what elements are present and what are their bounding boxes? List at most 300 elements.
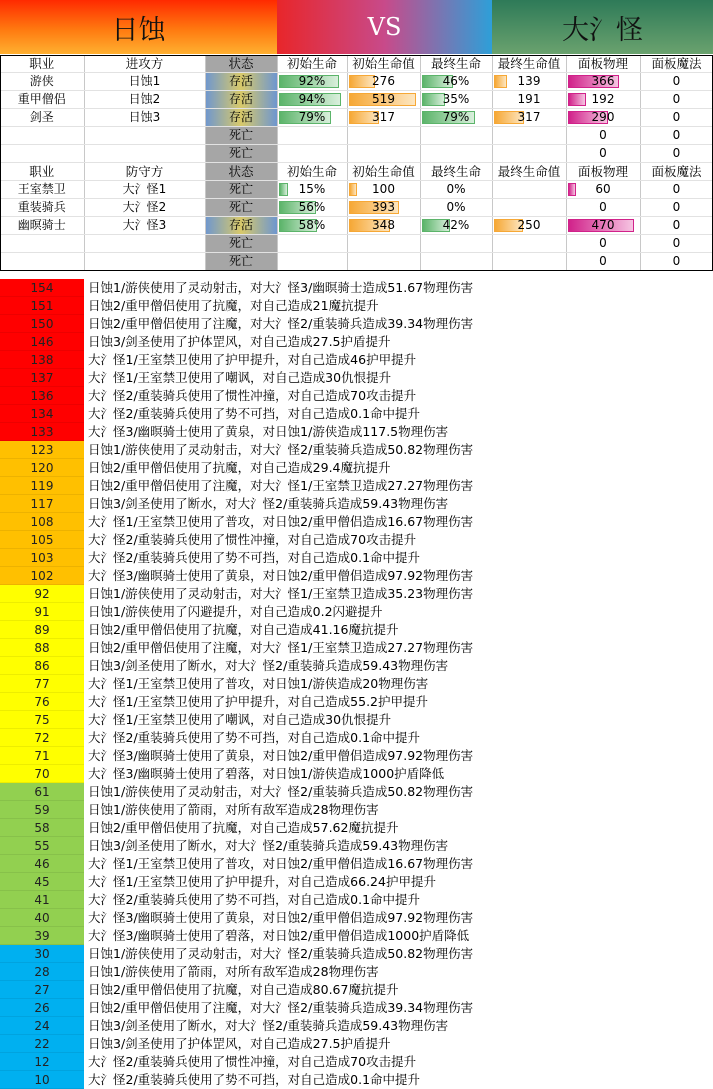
log-time: 120: [0, 459, 84, 477]
log-message: 日蚀1/游侠使用了闪避提升，对自己造成0.2闪避提升: [88, 604, 383, 619]
unit-status: [205, 235, 277, 253]
physical-attack-bar: [568, 183, 576, 196]
physical-attack: [566, 91, 640, 109]
log-time: 24: [0, 1017, 84, 1035]
log-time: 108: [0, 513, 84, 531]
log-time: 92: [0, 585, 84, 603]
col-header-final-hp-pct: 最终生命: [420, 55, 492, 73]
log-entry: [0, 621, 713, 639]
unit-status-value: 存活: [228, 92, 253, 106]
log-time: 71: [0, 747, 84, 765]
log-entry: [0, 729, 713, 747]
initial-hp: [347, 253, 420, 271]
final-hp: [492, 109, 566, 127]
log-time: 103: [0, 549, 84, 567]
unit-team: [84, 253, 205, 271]
log-entry: [0, 1017, 713, 1035]
log-time: 102: [0, 567, 84, 585]
unit-job: [0, 127, 84, 145]
physical-attack-value: 470: [591, 218, 615, 232]
magic-attack-value: 0: [672, 110, 681, 124]
final-hp-pct: [420, 91, 492, 109]
log-message: 日蚀3/剑圣使用了断水，对大氵怪2/重装骑兵造成59.43物理伤害: [88, 496, 449, 511]
unit-job: [0, 217, 84, 235]
col-header-status: 状态: [205, 163, 277, 181]
log-time: 45: [0, 873, 84, 891]
log-entry: [0, 711, 713, 729]
unit-status-value: 存活: [228, 74, 253, 88]
magic-attack-value: 0: [672, 182, 681, 196]
log-message: 大氵怪1/王室禁卫使用了护甲提升，对自己造成66.24护甲提升: [88, 874, 436, 889]
physical-attack: [566, 181, 640, 199]
unit-job-value: 王室禁卫: [17, 182, 66, 196]
versus-label: VS: [277, 0, 492, 54]
att_header-header-row: [0, 55, 713, 73]
physical-attack-value: 0: [599, 254, 607, 268]
unit-status-value: 死亡: [228, 200, 253, 214]
log-time: 28: [0, 963, 84, 981]
final-hp-pct-value: 79%: [442, 110, 470, 124]
unit-team-value: 日蚀2: [128, 92, 161, 106]
unit-status: [205, 109, 277, 127]
magic-attack: [640, 181, 713, 199]
col-header-magic: 面板魔法: [640, 163, 713, 181]
log-message: 大氵怪3/幽暝骑士使用了黄泉，对日蚀2/重甲僧侣造成97.92物理伤害: [88, 748, 474, 763]
physical-attack-value: 366: [591, 74, 615, 88]
unit-team: [84, 217, 205, 235]
log-message: 日蚀2/重甲僧侣使用了抗魔，对自己造成57.62魔抗提升: [88, 820, 399, 835]
log-time: 59: [0, 801, 84, 819]
log-message: 日蚀3/剑圣使用了断水，对大氵怪2/重装骑兵造成59.43物理伤害: [88, 658, 449, 673]
physical-attack-value: 0: [599, 146, 607, 160]
unit-row: [0, 127, 713, 145]
unit-team-value: 大氵怪3: [122, 218, 167, 232]
initial-hp-pct-value: 15%: [298, 182, 326, 196]
defender-team-title: 大氵怪: [492, 0, 713, 54]
log-entry: [0, 567, 713, 585]
initial-hp-pct-bar: [279, 183, 289, 196]
log-time: 22: [0, 1035, 84, 1053]
unit-team: [84, 199, 205, 217]
initial-hp: [347, 145, 420, 163]
log-message: 大氵怪3/幽暝骑士使用了黄泉，对日蚀2/重甲僧侣造成97.92物理伤害: [88, 910, 474, 925]
log-message: 大氵怪1/王室禁卫使用了嘲讽，对自己造成30仇恨提升: [88, 712, 392, 727]
log-time: 133: [0, 423, 84, 441]
log-time: 10: [0, 1071, 84, 1089]
log-time: 151: [0, 297, 84, 315]
stats-table: [0, 55, 713, 271]
log-time: 12: [0, 1053, 84, 1071]
log-time: 138: [0, 351, 84, 369]
log-message: 大氵怪2/重装骑兵使用了惯性冲撞，对自己造成70攻击提升: [88, 1054, 417, 1069]
unit-job-value: 重甲僧侣: [17, 92, 66, 106]
log-time: 30: [0, 945, 84, 963]
initial-hp-value: 317: [372, 110, 395, 124]
unit-team: [84, 91, 205, 109]
physical-attack-value: 0: [599, 236, 607, 250]
log-time: 70: [0, 765, 84, 783]
col-header-magic: 面板魔法: [640, 55, 713, 73]
unit-row: [0, 181, 713, 199]
unit-job: [0, 253, 84, 271]
log-entry: [0, 909, 713, 927]
log-entry: [0, 603, 713, 621]
log-entry: [0, 837, 713, 855]
log-message: 大氵怪1/王室禁卫使用了普攻，对日蚀2/重甲僧侣造成16.67物理伤害: [88, 514, 474, 529]
log-message: 大氵怪3/幽暝骑士使用了黄泉，对日蚀1/游侠造成117.5物理伤害: [88, 424, 449, 439]
unit-row: [0, 253, 713, 271]
final-hp-bar: [494, 75, 507, 88]
initial-hp-pct-value: 56%: [298, 200, 326, 214]
final-hp: [492, 91, 566, 109]
log-time: 26: [0, 999, 84, 1017]
magic-attack: [640, 145, 713, 163]
log-entry: [0, 441, 713, 459]
unit-job: [0, 91, 84, 109]
initial-hp: [347, 91, 420, 109]
physical-attack-value: 290: [591, 110, 615, 124]
log-message: 日蚀2/重甲僧侣使用了注魔，对大氵怪1/王室禁卫造成27.27物理伤害: [88, 478, 474, 493]
log-time: 27: [0, 981, 84, 999]
log-time: 55: [0, 837, 84, 855]
final-hp: [492, 235, 566, 253]
final-hp-value: 139: [517, 74, 541, 88]
log-time: 89: [0, 621, 84, 639]
log-message: 大氵怪2/重装骑兵使用了势不可挡，对自己造成0.1命中提升: [88, 730, 421, 745]
physical-attack: [566, 109, 640, 127]
log-entry: [0, 981, 713, 999]
unit-team: [84, 235, 205, 253]
final-hp: [492, 253, 566, 271]
physical-attack-value: 192: [591, 92, 615, 106]
magic-attack: [640, 127, 713, 145]
col-header-side: 防守方: [84, 163, 205, 181]
unit-team: [84, 109, 205, 127]
magic-attack-value: 0: [672, 128, 681, 142]
log-message: 日蚀2/重甲僧侣使用了抗魔，对自己造成80.67魔抗提升: [88, 982, 399, 997]
physical-attack: [566, 73, 640, 91]
final-hp-pct-value: 35%: [442, 92, 470, 106]
unit-job-value: 重装骑兵: [17, 200, 66, 214]
log-time: 136: [0, 387, 84, 405]
initial-hp-pct: [277, 127, 347, 145]
initial-hp-pct-value: 94%: [298, 92, 326, 106]
log-time: 91: [0, 603, 84, 621]
log-entry: [0, 405, 713, 423]
initial-hp-pct-value: 79%: [298, 110, 326, 124]
log-entry: [0, 675, 713, 693]
log-message: 大氵怪2/重装骑兵使用了势不可挡，对自己造成0.1命中提升: [88, 1072, 421, 1087]
def_header-header-row: [0, 163, 713, 181]
physical-attack-value: 0: [599, 128, 607, 142]
log-entry: [0, 495, 713, 513]
log-message: 日蚀1/游侠使用了灵动射击，对大氵怪2/重装骑兵造成50.82物理伤害: [88, 784, 474, 799]
unit-row: [0, 217, 713, 235]
initial-hp-pct: [277, 145, 347, 163]
unit-team: [84, 181, 205, 199]
log-time: 76: [0, 693, 84, 711]
log-message: 大氵怪2/重装骑兵使用了势不可挡，对自己造成0.1命中提升: [88, 406, 421, 421]
col-header-initial-hp: 初始生命值: [347, 55, 420, 73]
log-entry: [0, 279, 713, 297]
final-hp-pct-value: 46%: [442, 74, 470, 88]
battle-log: [0, 279, 713, 1089]
log-message: 大氵怪1/王室禁卫使用了普攻，对日蚀1/游侠造成20物理伤害: [88, 676, 429, 691]
unit-row: [0, 109, 713, 127]
final-hp-pct-value: 42%: [442, 218, 470, 232]
log-time: 58: [0, 819, 84, 837]
log-entry: [0, 891, 713, 909]
log-message: 日蚀1/游侠使用了灵动射击，对大氵怪3/幽暝骑士造成51.67物理伤害: [88, 280, 474, 295]
final-hp-pct: [420, 145, 492, 163]
log-time: 77: [0, 675, 84, 693]
log-time: 154: [0, 279, 84, 297]
log-time: 134: [0, 405, 84, 423]
initial-hp-pct: [277, 109, 347, 127]
final-hp-value: 250: [517, 218, 541, 232]
unit-team: [84, 127, 205, 145]
col-header-final-hp: 最终生命值: [492, 163, 566, 181]
final-hp-pct: [420, 181, 492, 199]
initial-hp-value: 276: [372, 74, 395, 88]
initial-hp-pct-value: 92%: [298, 74, 326, 88]
log-time: 137: [0, 369, 84, 387]
unit-status: [205, 127, 277, 145]
initial-hp: [347, 199, 420, 217]
log-message: 大氵怪1/王室禁卫使用了嘲讽，对自己造成30仇恨提升: [88, 370, 392, 385]
physical-attack: [566, 127, 640, 145]
unit-row: [0, 235, 713, 253]
log-message: 日蚀1/游侠使用了灵动射击，对大氵怪2/重装骑兵造成50.82物理伤害: [88, 442, 474, 457]
log-message: 大氵怪2/重装骑兵使用了势不可挡，对自己造成0.1命中提升: [88, 550, 421, 565]
log-entry: [0, 747, 713, 765]
unit-team-value: 大氵怪1: [122, 182, 167, 196]
initial-hp-pct: [277, 253, 347, 271]
unit-status: [205, 217, 277, 235]
log-entry: [0, 1071, 713, 1089]
final-hp-pct-value: 0%: [446, 200, 466, 214]
log-time: 39: [0, 927, 84, 945]
final-hp-pct: [420, 109, 492, 127]
col-header-initial-hp-pct: 初始生命: [277, 55, 347, 73]
log-entry: [0, 387, 713, 405]
log-entry: [0, 297, 713, 315]
log-message: 日蚀3/剑圣使用了断水，对大氵怪2/重装骑兵造成59.43物理伤害: [88, 1018, 449, 1033]
log-entry: [0, 639, 713, 657]
log-entry: [0, 351, 713, 369]
log-time: 46: [0, 855, 84, 873]
unit-team-value: 大氵怪2: [122, 200, 167, 214]
magic-attack-value: 0: [672, 218, 681, 232]
final-hp-value: 317: [517, 110, 541, 124]
log-message: 大氵怪2/重装骑兵使用了惯性冲撞，对自己造成70攻击提升: [88, 532, 417, 547]
final-hp: [492, 181, 566, 199]
unit-job: [0, 199, 84, 217]
unit-status-value: 死亡: [228, 254, 253, 268]
col-header-initial-hp-pct: 初始生命: [277, 163, 347, 181]
log-message: 大氵怪1/王室禁卫使用了护甲提升，对自己造成46护甲提升: [88, 352, 417, 367]
magic-attack-value: 0: [672, 146, 681, 160]
initial-hp-pct: [277, 73, 347, 91]
unit-row: [0, 199, 713, 217]
log-message: 大氵怪3/幽暝骑士使用了碧落，对日蚀2/重甲僧侣造成1000护盾降低: [88, 928, 470, 943]
col-header-job: 职业: [0, 163, 84, 181]
log-message: 日蚀2/重甲僧侣使用了抗魔，对自己造成41.16魔抗提升: [88, 622, 399, 637]
physical-attack: [566, 253, 640, 271]
unit-status-value: 死亡: [228, 146, 253, 160]
log-message: 日蚀2/重甲僧侣使用了注魔，对大氵怪2/重装骑兵造成39.34物理伤害: [88, 316, 474, 331]
final-hp: [492, 199, 566, 217]
initial-hp-pct: [277, 235, 347, 253]
unit-status-value: 死亡: [228, 236, 253, 250]
log-message: 大氵怪1/王室禁卫使用了护甲提升，对自己造成55.2护甲提升: [88, 694, 428, 709]
magic-attack: [640, 91, 713, 109]
log-entry: [0, 369, 713, 387]
initial-hp-value: 393: [372, 200, 395, 214]
log-time: 105: [0, 531, 84, 549]
unit-team-value: 日蚀1: [128, 74, 161, 88]
col-header-physical: 面板物理: [566, 55, 640, 73]
initial-hp: [347, 73, 420, 91]
unit-job-value: 游侠: [29, 74, 54, 88]
magic-attack: [640, 253, 713, 271]
log-entry: [0, 585, 713, 603]
magic-attack-value: 0: [672, 74, 681, 88]
log-message: 日蚀1/游侠使用了灵动射击，对大氵怪1/王室禁卫造成35.23物理伤害: [88, 586, 474, 601]
log-time: 61: [0, 783, 84, 801]
physical-attack: [566, 217, 640, 235]
final-hp-pct: [420, 73, 492, 91]
unit-status: [205, 145, 277, 163]
log-time: 123: [0, 441, 84, 459]
unit-row: [0, 145, 713, 163]
physical-attack: [566, 199, 640, 217]
unit-job: [0, 145, 84, 163]
log-entry: [0, 765, 713, 783]
log-entry: [0, 315, 713, 333]
final-hp: [492, 73, 566, 91]
initial-hp: [347, 109, 420, 127]
col-header-physical: 面板物理: [566, 163, 640, 181]
initial-hp: [347, 127, 420, 145]
battle-header: [0, 0, 713, 54]
initial-hp-value: 100: [372, 182, 395, 196]
unit-job-value: 幽暝骑士: [17, 218, 66, 232]
unit-job: [0, 109, 84, 127]
col-header-final-hp: 最终生命值: [492, 55, 566, 73]
final-hp-pct: [420, 217, 492, 235]
unit-job-value: 剑圣: [29, 110, 54, 124]
physical-attack: [566, 235, 640, 253]
magic-attack-value: 0: [672, 92, 681, 106]
attacker-team-title: 日蚀: [0, 0, 277, 54]
log-message: 日蚀3/剑圣使用了断水，对大氵怪2/重装骑兵造成59.43物理伤害: [88, 838, 449, 853]
log-time: 150: [0, 315, 84, 333]
unit-team: [84, 73, 205, 91]
log-entry: [0, 459, 713, 477]
magic-attack: [640, 73, 713, 91]
initial-hp-value: 519: [372, 92, 395, 106]
col-header-side: 进攻方: [84, 55, 205, 73]
final-hp-pct: [420, 253, 492, 271]
magic-attack-value: 0: [672, 200, 681, 214]
magic-attack: [640, 199, 713, 217]
log-entry: [0, 477, 713, 495]
unit-job: [0, 73, 84, 91]
final-hp-pct: [420, 199, 492, 217]
log-message: 大氵怪3/幽暝骑士使用了黄泉，对日蚀2/重甲僧侣造成97.92物理伤害: [88, 568, 474, 583]
log-entry: [0, 1053, 713, 1071]
log-message: 大氵怪2/重装骑兵使用了惯性冲撞，对自己造成70攻击提升: [88, 388, 417, 403]
initial-hp-pct: [277, 91, 347, 109]
log-time: 119: [0, 477, 84, 495]
log-time: 117: [0, 495, 84, 513]
log-message: 大氵怪3/幽暝骑士使用了碧落，对日蚀1/游侠造成1000护盾降低: [88, 766, 445, 781]
magic-attack-value: 0: [672, 236, 681, 250]
unit-status: [205, 253, 277, 271]
log-entry: [0, 963, 713, 981]
physical-attack: [566, 145, 640, 163]
log-entry: [0, 513, 713, 531]
col-header-initial-hp: 初始生命值: [347, 163, 420, 181]
log-time: 146: [0, 333, 84, 351]
log-message: 日蚀2/重甲僧侣使用了抗魔，对自己造成29.4魔抗提升: [88, 460, 391, 475]
log-entry: [0, 783, 713, 801]
final-hp: [492, 217, 566, 235]
final-hp: [492, 145, 566, 163]
initial-hp-value: 348: [372, 218, 395, 232]
unit-status-value: 存活: [228, 110, 253, 124]
unit-row: [0, 73, 713, 91]
unit-row: [0, 91, 713, 109]
unit-job: [0, 235, 84, 253]
initial-hp-pct: [277, 199, 347, 217]
magic-attack: [640, 109, 713, 127]
final-hp: [492, 127, 566, 145]
initial-hp-pct-value: 58%: [298, 218, 326, 232]
initial-hp: [347, 217, 420, 235]
unit-team: [84, 145, 205, 163]
log-entry: [0, 333, 713, 351]
initial-hp: [347, 181, 420, 199]
log-entry: [0, 927, 713, 945]
log-message: 日蚀2/重甲僧侣使用了注魔，对大氵怪1/王室禁卫造成27.27物理伤害: [88, 640, 474, 655]
unit-status: [205, 73, 277, 91]
log-entry: [0, 873, 713, 891]
final-hp-pct: [420, 127, 492, 145]
physical-attack-value: 60: [595, 182, 611, 196]
log-message: 日蚀3/剑圣使用了护体罡风，对自己造成27.5护盾提升: [88, 334, 391, 349]
initial-hp-pct: [277, 217, 347, 235]
log-entry: [0, 549, 713, 567]
log-entry: [0, 423, 713, 441]
unit-team-value: 日蚀3: [128, 110, 161, 124]
unit-status-value: 死亡: [228, 182, 253, 196]
log-entry: [0, 855, 713, 873]
log-message: 日蚀2/重甲僧侣使用了注魔，对大氵怪2/重装骑兵造成39.34物理伤害: [88, 1000, 474, 1015]
magic-attack-value: 0: [672, 254, 681, 268]
log-message: 日蚀1/游侠使用了箭雨，对所有敌军造成28物理伤害: [88, 802, 379, 817]
unit-job: [0, 181, 84, 199]
unit-status-value: 死亡: [228, 128, 253, 142]
log-time: 72: [0, 729, 84, 747]
final-hp-pct-bar: [422, 93, 446, 106]
magic-attack: [640, 235, 713, 253]
unit-status: [205, 181, 277, 199]
initial-hp: [347, 235, 420, 253]
initial-hp-pct: [277, 181, 347, 199]
unit-status: [205, 199, 277, 217]
